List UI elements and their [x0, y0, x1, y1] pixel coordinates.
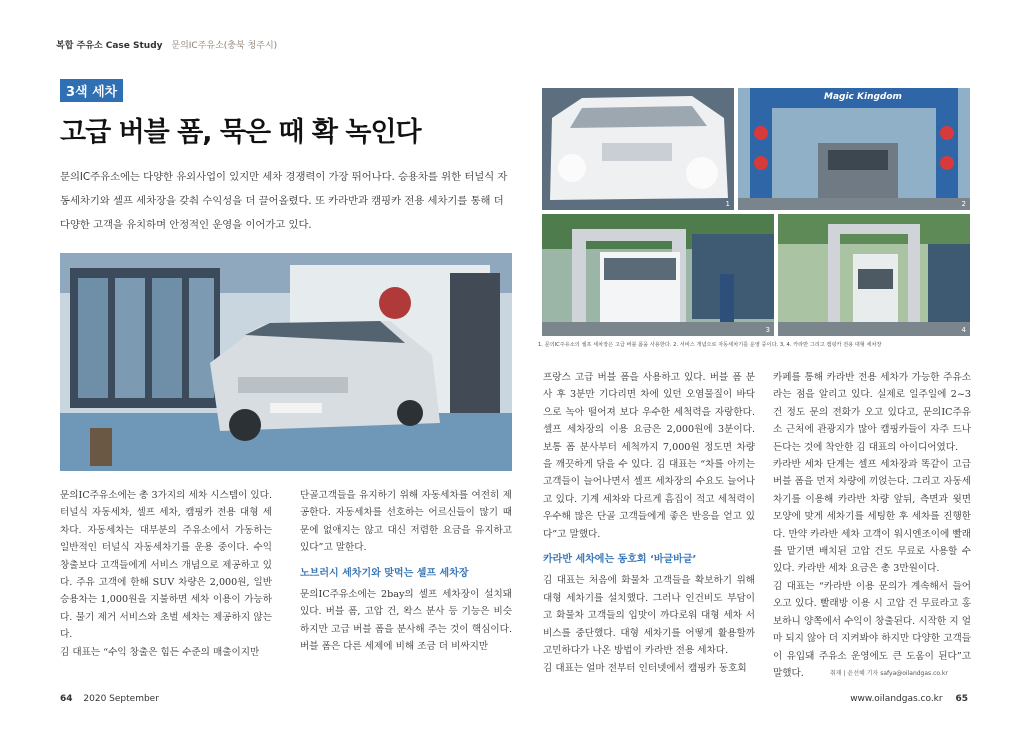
body-column-2 [300, 487, 512, 656]
photo-number-3: 3 [765, 326, 770, 334]
col2-paragraph-2: 문의IC주유소에는 2bay의 셀프 세차장이 설치돼 있다. 버블 폼, 고압 건, 왁스 분사 등 기능은 비슷하지만 고급 버블 폼을 분사해 주는 것이 핵심이다. 버블 폼은 다른 세제에 비해 조금 더 비싸지만 [300, 589, 512, 653]
reporter-credit: 취재 | 윤선혜 기자 safya@oilandgas.co.kr [830, 670, 948, 677]
photo-number-2: 2 [961, 200, 966, 208]
body-column-3 [543, 369, 755, 677]
article-lead: 문의IC주유소에는 다양한 유외사업이 있지만 세차 경쟁력이 가장 뛰어나다. 승용차를 위한 터널식 자동세차기와 셀프 세차장을 갖춰 수익성을 더 끌어올렸다. 또 카라반과 캠핑카 전용 세차기를 통해 더 다양한 고객을 유치하며 안정적인 운영을 이어가고 있다. [60, 171, 508, 231]
photo-bubble-foam [542, 88, 734, 210]
footer-left [60, 694, 159, 704]
photo-caption: 1. 문의IC주유소의 셀프 세차장은 고급 버블 폼을 사용한다. 2. 서비스 개념으로 자동세차기를 운영 중이다. 3, 4. 카라반 그리고 캠핑카 전용 대형 세차장 [538, 342, 882, 348]
article-title: 고급 버블 폼, 묵은 때 확 녹인다 [60, 117, 421, 148]
col2-paragraph-1: 단골고객들을 유지하기 위해 자동세차를 여전히 제공한다. 자동세차를 선호하는 어르신들이 많기 때문에 없애지는 않고 대신 저렴한 요금을 유지하고 있다”고 말한다. [300, 490, 512, 554]
page-number-right: 65 [955, 694, 968, 704]
col2-subheading: 노브러시 세차기와 맞먹는 셀프 세차장 [300, 567, 469, 579]
section-label: 복합 주유소 Case Study [56, 41, 163, 51]
topic-tag: 3색 세차 [60, 79, 123, 102]
website: www.oilandgas.co.kr [850, 694, 943, 704]
col3-paragraph-2: 김 대표는 처음에 화물차 고객들을 확보하기 위해 대형 세차기를 설치했다. 그러나 인건비도 부담이고 화물차 고객들의 입맛이 까다로워 대형 세차 서비스를 중단했다. 대형 세차기를 어떻게 활용할까 고민하다가 나온 방법이 카라반 전용 세차다. [543, 575, 755, 657]
issue-date: 2020 September [83, 694, 159, 704]
photo-auto-wash [738, 88, 970, 210]
body-column-1 [60, 487, 272, 661]
section-header [56, 38, 277, 51]
col4-paragraph-1: 카페를 통해 카라반 전용 세차가 가능한 주유소라는 점을 알리고 있다. 실제로 일주일에 2~3건 정도 문의 전화가 오고 있다고, 문의IC주유소 근처에 관광지가 많아 캠핑카들이 자주 드나든다는 것에 착안한 김 대표의 아이디어였다. [773, 372, 971, 453]
body-column-4 [773, 369, 971, 682]
col3-subheading: 카라반 세차에는 동호회 ‘바글바글’ [543, 554, 697, 566]
col4-paragraph-3: 김 대표는 “카라반 이용 문의가 계속해서 들어오고 있다. 빨래방 이용 시 고압 건 무료라고 홍보하니 양쪽에서 수익이 창출된다. 시작한 지 얼마 되지 않아 더 지켜봐야 하지만 다양한 고객들이 유입돼 주유소 운영에도 큰 도움이 된다”고 말했다. [773, 580, 971, 679]
col3-paragraph-3: 김 대표는 얼마 전부터 인터넷에서 캠핑카 동호회 [543, 662, 747, 674]
footer-right [850, 694, 968, 704]
photo-number-4: 4 [961, 326, 966, 334]
col1-paragraph-1: 문의IC주유소에는 총 3가지의 세차 시스템이 있다. 터널식 자동세차, 셀프 세차, 캠핑카 전용 대형 세차다. 자동세차는 대부분의 주유소에서 가동하는 일반적인 터널식 자동세차기를 운용 중이다. 수익 창출보다 고객들에게 서비스 개념으로 제공하고 있다. 주유 고객에 한해 SUV 차량은 2,000원, 일반 승용차는 1,000원을 지불하면 세차 이용이 가능하다. 물기 제거 서비스와 초벌 세차는 제공하지 않는다. [60, 490, 272, 641]
page-number-left: 64 [60, 694, 73, 704]
photo-camper-wash [778, 214, 970, 336]
col3-paragraph-1: 프랑스 고급 버블 폼을 사용하고 있다. 버블 폼 분사 후 3분만 기다리면 차에 있던 오염물질이 바닥으로 녹아 떨어져 보다 우수한 세척력을 자랑한다. 셀프 세차장의 이용 요금은 2,000원에 3분이다. 보통 폼 분사부터 세척까지 7,000원 정도면 차량을 깨끗하게 닦을 수 있다. 김 대표는 “차를 아끼는 고객들이 늘어나면서 셀프 세차장의 수요도 늘어나고 있다. 기계 세차와 다르게 흠집이 적고 세척력이 우수해 많은 단골 고객들에게 좋은 반응을 얻고 있다”고 말했다. [543, 372, 755, 540]
section-subtitle: 문의IC주유소(충북 청주시) [171, 41, 278, 51]
col4-paragraph-2: 카라반 세차 단계는 셀프 세차장과 똑같이 고급 버블 폼을 먼저 차량에 끼얹는다. 그리고 자동세차기를 이용해 카라반 차량 앞뒤, 측면과 윗면 모양에 맞게 세차기를 세팅한 후 세차를 진행한다. 만약 카라반 세차 고객이 워시엔조이에 빨래를 맡기면 배치된 고압 건도 무료로 사용할 수 있다. 카라반 세차 요금은 총 3만원이다. [773, 459, 971, 575]
photo-number-1: 1 [725, 200, 730, 208]
photo-self-wash-suv [60, 253, 512, 471]
wash-sign-text: Magic Kingdom [824, 92, 902, 102]
photo-bus-wash [542, 214, 774, 336]
col1-paragraph-2: 김 대표는 “수익 창출은 힘든 수준의 매출이지만 [60, 646, 260, 658]
